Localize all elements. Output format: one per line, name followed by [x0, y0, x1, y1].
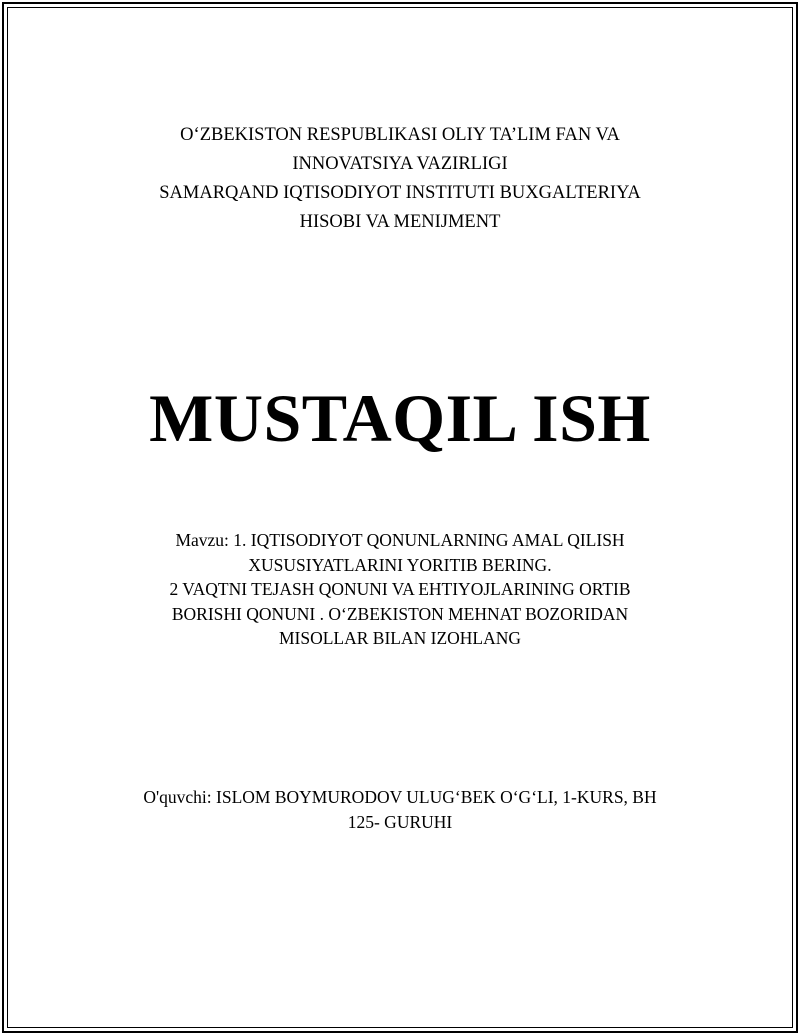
topic-line: 2 VAQTNI TEJASH QONUNI VA EHTIYOJLARINING ORTIB — [169, 579, 631, 599]
student-line: 125- GURUHI — [347, 812, 453, 832]
topic-block — [0, 528, 800, 651]
topic-line: XUSUSIYATLARINI YORITIB BERING. — [248, 554, 552, 575]
institution-header — [0, 121, 800, 237]
document-title: MUSTAQIL ISH — [149, 380, 651, 456]
student-info — [0, 785, 800, 835]
student-line: O'quvchi: ISLOM BOYMURODOV ULUG‘BEK O‘G‘LI, 1-KURS, BH — [143, 787, 657, 807]
header-line: SAMARQAND IQTISODIYOT INSTITUTI BUXGALTERIYA — [159, 183, 641, 203]
topic-line: BORISHI QONUNI . O‘ZBEKISTON MEHNAT BOZORIDAN — [171, 603, 629, 624]
topic-line: MISOLLAR BILAN IZOHLANG — [278, 628, 522, 648]
topic-line: Mavzu: 1. IQTISODIYOT QONUNLARNING AMAL QILISH — [175, 530, 625, 550]
header-line: HISOBI VA MENIJMENT — [299, 212, 501, 232]
header-line: O‘ZBEKISTON RESPUBLIKASI OLIY TA’LIM FAN VA — [180, 125, 620, 145]
header-line: INNOVATSIYA VAZIRLIGI — [292, 154, 508, 174]
